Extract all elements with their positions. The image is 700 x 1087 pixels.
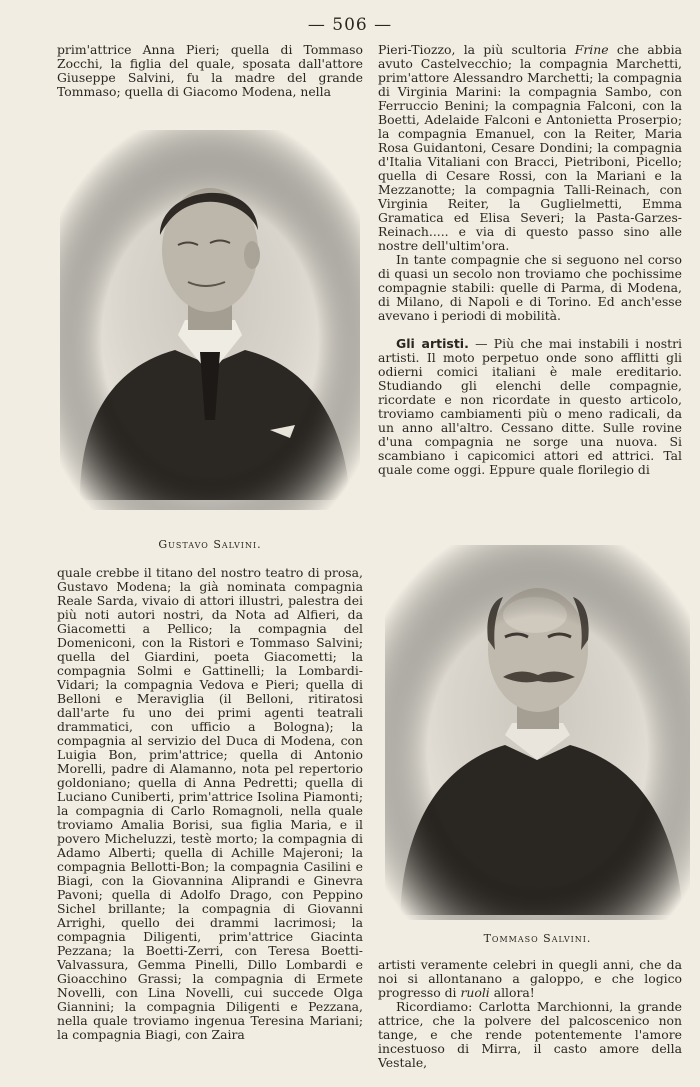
- portrait-tommaso-salvini: [385, 545, 690, 920]
- left-column-bottom-text: [57, 566, 363, 1042]
- paragraph-gli-artisti: Gli artisti. — Più che mai instabili i nostri artisti. Il moto perpetuo onde sono afflitti gli odierni comici italiani è male ereditario. Studiando gli elenchi delle compagnie, ricordate e non ricordate in questo articolo, troviamo cambiamenti più o meno radicali, da un anno all'altro. Cessano ditte. Sulle rovine d'una compagnia ne sorge una nuova. Si scambiano i capicomici attori ed attrici. Tal quale come oggi. Eppure quale florilegio di: [378, 336, 682, 477]
- section-heading: Gli artisti.: [396, 336, 469, 351]
- left-column-top-text: [57, 43, 363, 99]
- paragraph: Pieri-Tiozzo, la più scultoria Frine che abbia avuto Castelvecchio; la compagnia Marchetti, prim'attore Alessandro Marchetti; la compagnia di Virginia Marini: la compagnia Sambo, con Ferruccio Benini; la compagnia Falconi, con la Boetti, Adelaide Falconi e Antonietta Proserpio; la compagnia Emanuel, con la Reiter, Maria Rosa Guidantoni, Cesare Dondini; la compagnia d'Italia Vitaliani con Bracci, Pietriboni, Picello; quella di Cesare Rossi, con la Mariani e la Mezzanotte; la compagnia Talli-Reinach, con Virginia Reiter, la Guglielmetti, Emma Gramatica ed Elisa Severi; la Pasta-Garzes-Reinach..... e via di questo passo sino alle nostre dell'ultim'ora.: [378, 42, 683, 253]
- paragraph: prim'attrice Anna Pieri; quella di Tommaso Zocchi, la figlia del quale, sposata dall'attore Giuseppe Salvini, fu la madre del grande Tommaso; quella di Giacomo Modena, nella: [57, 42, 363, 99]
- caption-gustavo-salvini: Gustavo Salvini.: [158, 538, 262, 551]
- paragraph: artisti veramente celebri in quegli anni, che da noi si allontanano a galoppo, e che logico progresso di ruoli allora!: [378, 957, 682, 1000]
- paragraph: In tante compagnie che si seguono nel corso di quasi un secolo non troviamo che pochissime compagnie stabili: quelle di Parma, di Modena, di Milano, di Napoli e di Torino. Ed anch'esse avevano i periodi di mobilità.: [378, 252, 682, 323]
- page-number: — 506 —: [307, 15, 393, 35]
- right-column-top-text: [378, 43, 682, 477]
- portrait-gustavo-salvini: [60, 130, 360, 510]
- portrait-gustavo-illustration: [60, 130, 360, 510]
- caption-tommaso-salvini: Tommaso Salvini.: [483, 932, 592, 945]
- paragraph: Ricordiamo: Carlotta Marchionni, la grande attrice, che la polvere del palcoscenico non tange, e che rende potentemente l'amore incestuoso di Mirra, il casto amore della Vestale,: [378, 999, 682, 1070]
- paragraph: quale crebbe il titano del nostro teatro di prosa, Gustavo Modena; la già nominata compagnia Reale Sarda, vivaio di attori illustri, palestra dei più noti autori nostri, da Nota ad Alfieri, da Giacometti a Pellico; la compagnia del Domeniconi, con la Ristori e Tommaso Salvini; quella del Giardini, poeta Giacometti; la compagnia Solmi e Gattinelli; la Lombardi-Vidari; la compagnia Vedova e Pieri; quella di Belloni e Meraviglia (il Belloni, ritiratosi dall'arte fu uno dei primi agenti teatrali drammatici, con ufficio a Bologna); la compagnia al servizio del Duca di Modena, con Luigia Bon, prim'attrice; quella di Antonio Morelli, padre di Alamanno, nota pel repertorio goldoniano; quella di Anna Pedretti; quella di Luciano Cuniberti, prim'attrice Isolina Piamonti; la compagnia di Carlo Romagnoli, nella quale troviamo Amalia Borisi, sua figlia Maria, e il povero Micheluzzi, testè morto; la compagnia di Adamo Alberti; quella di Achille Majeroni; la compagnia Bellotti-Bon; la compagnia Casilini e Biagi, con la Giovannina Aliprandi e Ginevra Pavoni; quella di Adolfo Drago, con Peppino Sichel brillante; la compagnia di Giovanni Arrighi, quello dei drammi lacrimosi; la compagnia Diligenti, prim'attrice Giacinta Pezzana; la Boetti-Zerri, con Teresa Boetti-Valvassura, Gemma Pinelli, Dillo Lombardi e Gioacchino Grassi; la compagnia di Ermete Novelli, con Lina Novelli, cui succede Olga Giannini; la compagnia Diligenti e Pezzana, nella quale troviamo ingenua Teresina Mariani; la compagnia Biagi, con Zaira: [57, 565, 363, 1042]
- portrait-tommaso-illustration: [385, 545, 690, 920]
- right-column-bottom-text: [378, 958, 682, 1070]
